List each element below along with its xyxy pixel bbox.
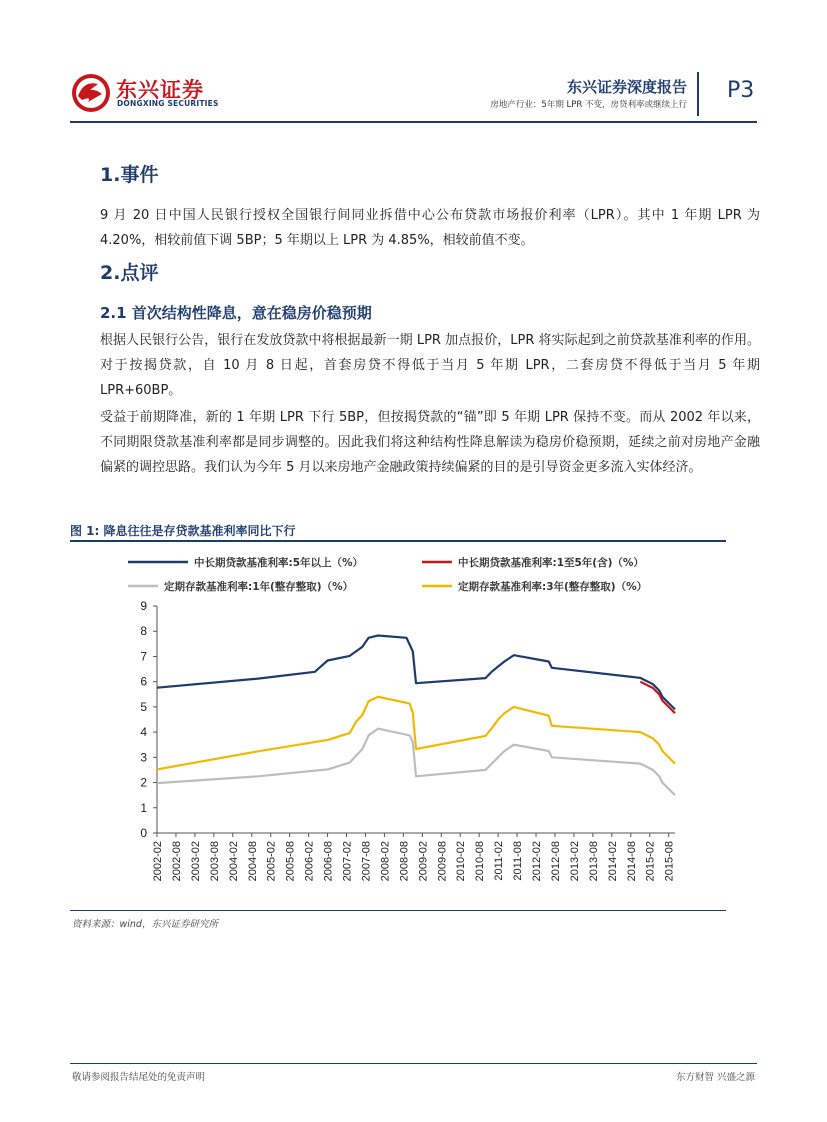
x-tick-label: 2015-02 xyxy=(644,841,657,882)
legend-label-loan-5y-plus: 中长期贷款基准利率:5年以上（%） xyxy=(194,557,364,569)
section-2-1-heading: 2.1 首次结构性降息，意在稳房价稳预期 xyxy=(100,304,372,322)
x-tick-label: 2009-02 xyxy=(417,841,430,882)
x-tick-label: 2009-08 xyxy=(436,841,449,882)
x-tick-label: 2013-02 xyxy=(568,841,581,882)
chart-series-lines xyxy=(157,636,675,796)
page-number: P3 xyxy=(727,78,755,103)
x-tick-label: 2013-08 xyxy=(587,841,600,882)
x-tick-label: 2012-08 xyxy=(549,841,562,882)
x-tick-label: 2004-08 xyxy=(246,841,259,882)
y-tick-label: 9 xyxy=(140,599,147,613)
figure-bottom-rule xyxy=(70,910,726,911)
section-2-heading: 2.点评 xyxy=(100,262,159,284)
legend-label-loan-1-5y: 中长期贷款基准利率:1至5年(含)（%） xyxy=(458,557,644,569)
header-rule xyxy=(70,121,757,123)
legend-label-deposit-1y: 定期存款基准利率:1年(整存整取)（%） xyxy=(164,581,354,593)
series-line-loan-5y-plus xyxy=(157,636,675,710)
section-2-1-paragraph-1: 根据人民银行公告，银行在发放贷款中将根据最新一期 LPR 加点报价，LPR 将实际起到之前贷款基准利率的作用。对于按揭贷款，自 10 月 8 日起，首套房贷不得低于当月 5 年期 LPR，二套房贷不得低于当月 5 年期 LPR+60BP。 xyxy=(100,333,760,398)
x-tick-label: 2011-02 xyxy=(493,841,506,881)
y-tick-label: 1 xyxy=(140,800,147,815)
y-tick-label: 8 xyxy=(140,624,147,639)
x-tick-label: 2004-02 xyxy=(227,841,240,882)
x-tick-label: 2010-02 xyxy=(455,841,468,882)
x-tick-label: 2007-02 xyxy=(341,841,354,882)
footer-disclaimer: 敬请参阅报告结尾处的免责声明 xyxy=(72,1072,206,1083)
logo-text-en: DONGXING SECURITIES xyxy=(117,99,219,108)
x-tick-label: 2005-02 xyxy=(265,841,278,882)
section-1-paragraph: 9 月 20 日中国人民银行授权全国银行间同业拆借中心公布贷款市场报价利率（LPR）。其中 1 年期 LPR 为 4.20%，相较前值下调 5BP；5 年期以上 LPR 为 4.85%，相较前值不变。 xyxy=(100,208,760,248)
footer-rule xyxy=(70,1063,757,1064)
interest-rate-line-chart xyxy=(70,542,726,908)
report-subtitle: 房地产行业：5年期 LPR 不变，房贷利率或继续上行 xyxy=(490,100,687,110)
y-tick-label: 7 xyxy=(140,649,147,664)
x-tick-label: 2002-02 xyxy=(152,841,164,882)
x-tick-label: 2008-08 xyxy=(398,841,411,882)
y-tick-label: 6 xyxy=(140,674,147,689)
figure-title: 图 1: 降息往往是存贷款基准利率同比下行 xyxy=(70,524,296,538)
x-tick-label: 2005-08 xyxy=(284,841,297,882)
footer-slogan: 东方财智 兴盛之源 xyxy=(675,1072,755,1083)
x-tick-label: 2010-08 xyxy=(474,841,487,882)
header-divider xyxy=(697,72,699,116)
y-tick-label: 3 xyxy=(140,750,147,765)
section-2-1-paragraph-2: 受益于前期降准，新的 1 年期 LPR 下行 5BP，但按揭贷款的“锚”即 5 年期 LPR 保持不变。而从 2002 年以来，不同期限贷款基准利率都是同步调整的。因此我们将这种结构性降息解读为稳房价稳预期，延续之前对房地产金融偏紧的调控思路。我们认为今年 5 月以来房地产金融政策持续偏紧的目的是引导资金更多流入实体经济。 xyxy=(100,410,760,475)
x-tick-label: 2008-02 xyxy=(379,841,392,882)
x-tick-label: 2006-08 xyxy=(322,841,335,882)
x-tick-label: 2003-08 xyxy=(208,841,221,882)
y-tick-label: 2 xyxy=(140,775,147,790)
x-tick-label: 2014-08 xyxy=(625,841,638,882)
y-tick-label: 5 xyxy=(140,699,147,714)
x-tick-label: 2002-08 xyxy=(170,841,183,882)
figure-source: 资料来源：wind，东兴证券研究所 xyxy=(72,919,218,930)
section-1-heading: 1.事件 xyxy=(100,164,159,186)
x-tick-label: 2006-02 xyxy=(303,841,316,882)
legend-label-deposit-3y: 定期存款基准利率:3年(整存整取)（%） xyxy=(458,581,648,593)
series-line-loan-1-5y xyxy=(640,682,675,714)
y-tick-label: 4 xyxy=(140,725,147,740)
x-tick-label: 2003-02 xyxy=(189,841,202,882)
report-title: 东兴证券深度报告 xyxy=(566,78,687,96)
series-line-deposit-3y xyxy=(157,697,675,770)
logo-text-cn: 东兴证券 xyxy=(116,78,204,102)
x-tick-label: 2015-08 xyxy=(663,841,676,882)
chart-legend xyxy=(128,556,647,593)
x-tick-label: 2007-08 xyxy=(360,841,373,882)
x-tick-label: 2012-02 xyxy=(531,841,544,882)
x-tick-label: 2014-02 xyxy=(606,841,619,882)
y-tick-label: 0 xyxy=(140,826,147,840)
x-tick-label: 2011-08 xyxy=(512,841,525,881)
company-logo-icon xyxy=(70,72,112,114)
